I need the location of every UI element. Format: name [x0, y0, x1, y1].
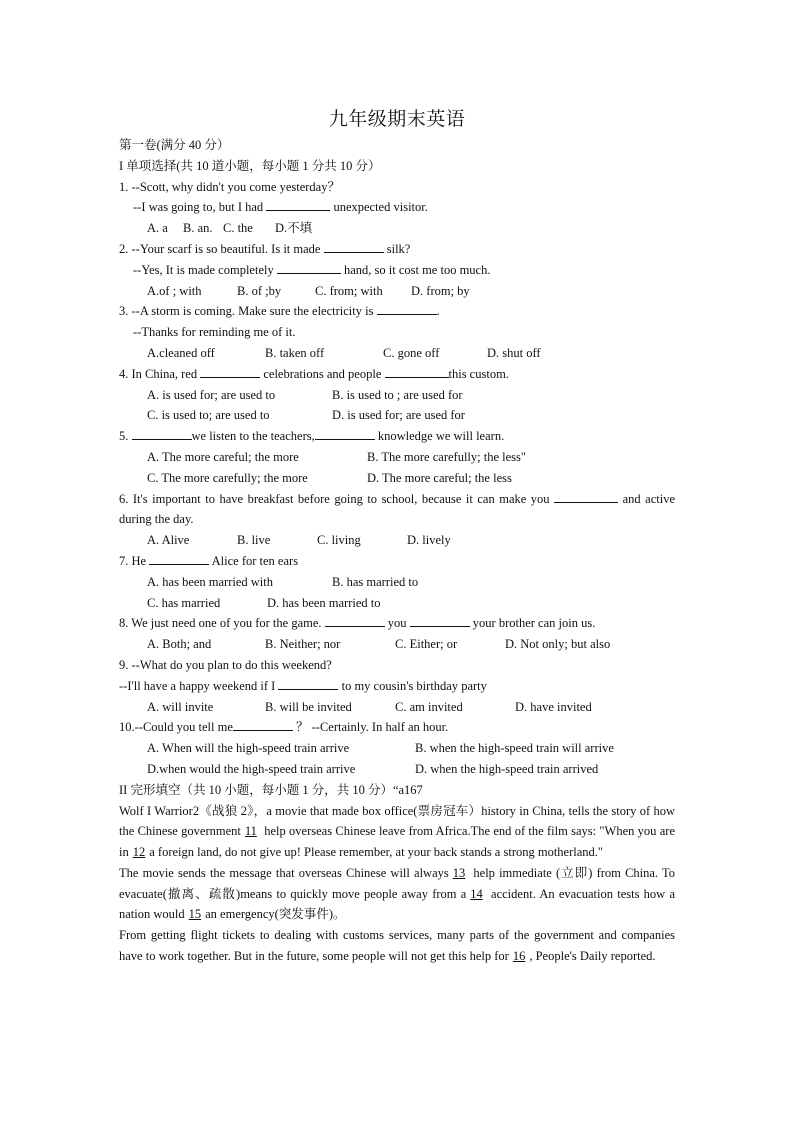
question-options — [119, 530, 675, 551]
question-stem: 8. We just need one of you for the game. you your brother can join us. — [119, 613, 675, 634]
question-options — [119, 405, 675, 426]
option[interactable]: D. when the high-speed train arrived — [415, 761, 599, 776]
cloze-blank[interactable]: 11 — [244, 824, 257, 839]
option[interactable]: D. is used for; are used for — [332, 408, 465, 423]
answer-blank[interactable] — [377, 301, 437, 315]
question-options — [119, 343, 675, 364]
question-options — [119, 468, 675, 489]
question-stem: 10.--Could you tell me ？ --Certainly. In half an hour. — [119, 717, 675, 738]
question-stem: 7. He Alice for ten ears — [119, 551, 675, 572]
cloze-blank[interactable]: 16 — [512, 949, 526, 964]
option[interactable]: D.不填 — [275, 221, 313, 236]
option[interactable]: C. Either; or — [395, 637, 458, 652]
option[interactable]: B. when the high-speed train will arrive — [415, 741, 614, 756]
part-header: 第一卷(满分 40 分） — [119, 138, 230, 152]
passage-paragraph: Wolf I Warrior2《战狼 2》，a movie that made box office(票房冠车）history in China, tells the story of how the Chinese government 11 help overseas Chinese leave from Africa.The end of the film says: "When you are in 12 a foreign land, do not give up! Please remember, at your back stands a strong motherland." — [119, 803, 675, 860]
option[interactable]: D. lively — [407, 533, 451, 548]
option[interactable]: B. taken off — [265, 345, 325, 360]
option[interactable]: D. has been married to — [267, 595, 381, 610]
option[interactable]: D. from; by — [411, 283, 470, 298]
option[interactable]: B. has married to — [332, 574, 419, 589]
question-reply: --I was going to, but I had unexpected visitor. — [119, 197, 675, 218]
option[interactable]: A. is used for; are used to — [147, 387, 276, 402]
question-reply: --I'll have a happy weekend if I to my cousin's birthday party — [119, 676, 675, 697]
option[interactable]: A.of ; with — [147, 283, 202, 298]
section-header: II 完形填空（共 10 小题，每小题 1 分，共 10 分）“a167 — [119, 782, 423, 797]
question-options — [119, 218, 675, 239]
question-stem: 3. --A storm is coming. Make sure the electricity is . — [119, 301, 675, 322]
question-stem: 5. we listen to the teachers, knowledge we will learn. — [119, 426, 675, 447]
question-reply: --Thanks for reminding me of it. — [133, 325, 296, 340]
cloze-blank[interactable]: 14 — [470, 886, 483, 901]
question-stem: 6. It's important to have breakfast before going to school, because it can make you and active during the day. — [119, 489, 675, 531]
option[interactable]: A. Both; and — [147, 637, 212, 652]
cloze-blank[interactable]: 15 — [188, 907, 202, 922]
answer-blank[interactable] — [324, 239, 384, 253]
answer-blank[interactable] — [200, 364, 260, 378]
passage-paragraph: The movie sends the message that overseas Chinese will always 13 help immediate (立即) from China. To evacuate(撤离、疏散)means to quickly move people away from a 14 accident. An evacuation tests how a nation would 15 an emergency(突发事件)。 — [119, 865, 675, 922]
question-options — [119, 281, 675, 302]
option[interactable]: B. live — [237, 533, 271, 548]
cloze-blank[interactable]: 12 — [132, 845, 146, 860]
option[interactable]: A.cleaned off — [147, 345, 215, 360]
option[interactable]: C. living — [317, 533, 361, 548]
option[interactable]: C. is used to; are used to — [147, 408, 270, 423]
answer-blank[interactable] — [277, 260, 341, 274]
question-stem: 1. --Scott, why didn't you come yesterday？ — [119, 179, 340, 194]
question-options — [119, 447, 675, 468]
section-header: I 单项选择(共 10 道小题，每小题 1 分共 10 分） — [119, 158, 381, 173]
question-options — [119, 738, 675, 759]
option[interactable]: C. gone off — [383, 345, 440, 360]
option[interactable]: D.when would the high-speed train arrive — [147, 761, 356, 776]
option[interactable]: A. a — [147, 221, 168, 236]
option[interactable]: A. When will the high-speed train arrive — [147, 741, 350, 756]
option[interactable]: A. has been married with — [147, 574, 274, 589]
option[interactable]: B. of ;by — [237, 283, 282, 298]
option[interactable]: B. an. — [183, 221, 213, 236]
option[interactable]: C. The more carefully; the more — [147, 470, 308, 485]
answer-blank[interactable] — [132, 426, 192, 440]
option[interactable]: C. from; with — [315, 283, 383, 298]
answer-blank[interactable] — [266, 197, 330, 211]
exam-content — [119, 135, 675, 967]
question-options — [119, 385, 675, 406]
answer-blank[interactable] — [315, 426, 375, 440]
answer-blank[interactable] — [385, 364, 449, 378]
question-stem: 9. --What do you plan to do this weekend? — [119, 657, 332, 672]
page-title: 九年级期末英语 — [328, 109, 466, 130]
question-options — [119, 593, 675, 614]
question-options — [119, 572, 675, 593]
option[interactable]: B. is used to ; are used for — [332, 387, 463, 402]
option[interactable]: B. Neither; nor — [265, 637, 341, 652]
option[interactable]: D. have invited — [515, 699, 592, 714]
passage-paragraph: From getting flight tickets to dealing with customs services, many parts of the government and companies have to work together. But in the future, some people will not get this help for 16 , People's Daily reported. — [119, 928, 675, 964]
option[interactable]: D. Not only; but also — [505, 637, 611, 652]
option[interactable]: A. will invite — [147, 699, 214, 714]
answer-blank[interactable] — [554, 489, 618, 503]
question-stem: 2. --Your scarf is so beautiful. Is it made silk? — [119, 239, 675, 260]
option[interactable]: A. Alive — [147, 533, 190, 548]
answer-blank[interactable] — [325, 613, 385, 627]
question-options — [119, 759, 675, 780]
option[interactable]: C. am invited — [395, 699, 463, 714]
option[interactable]: B. The more carefully; the less" — [367, 449, 526, 464]
option[interactable]: C. has married — [147, 595, 221, 610]
cloze-blank[interactable]: 13 — [452, 865, 466, 880]
question-stem: 4. In China, red celebrations and people this custom. — [119, 364, 675, 385]
question-reply: --Yes, It is made completely hand, so it cost me too much. — [119, 260, 675, 281]
option[interactable]: D. The more careful; the less — [367, 470, 512, 485]
question-options — [119, 697, 675, 718]
answer-blank[interactable] — [233, 717, 293, 731]
answer-blank[interactable] — [410, 613, 470, 627]
answer-blank[interactable] — [149, 551, 209, 565]
option[interactable]: D. shut off — [487, 345, 541, 360]
option[interactable]: B. will be invited — [265, 699, 352, 714]
answer-blank[interactable] — [278, 676, 338, 690]
option[interactable]: C. the — [223, 221, 253, 236]
option[interactable]: A. The more careful; the more — [147, 449, 299, 464]
question-options — [119, 634, 675, 655]
